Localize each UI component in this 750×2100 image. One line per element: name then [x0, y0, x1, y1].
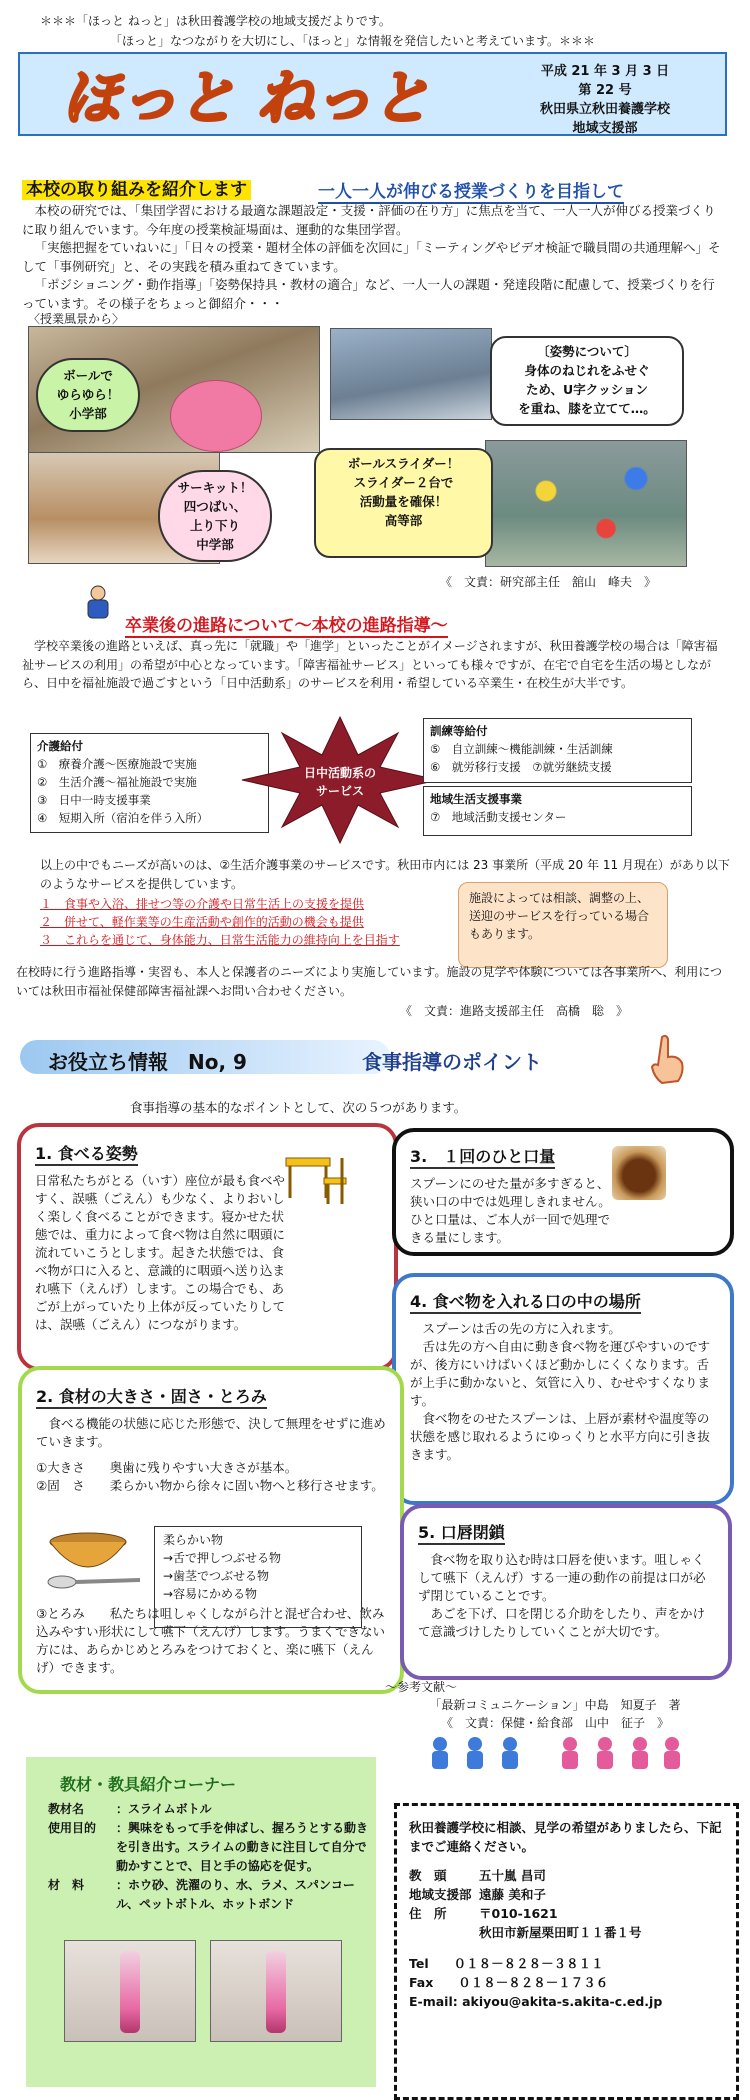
article1-paragraph: 本校の研究では、「集団学習における最適な課題設定・支援・評価の在り方」に焦点を当て、一人一人が伸びる授業づくりに取り組んでいます。今年度の授業検証場面は、運動的な集団学習。: [22, 203, 716, 237]
desk-chair-icon: [280, 1148, 350, 1208]
card-mouth-position: [392, 1273, 734, 1505]
card-body: 日常私たちがとる（いす）座位が最も食べやすく、誤嚥（ごえん）も少なく、よりおいしく楽しく食べることができます。寝かせた状態では、重力によって食べ物は自然に咽頭に流れていこうとします。起きた状態では、食べ物が口に入ると、意識的に咽頭へ送り込まれ嚥下（えんげ）します。この場合でも、あごが上がっていたり上体が反っていたりしては、誤嚥（ごえん）につながります。: [35, 1173, 286, 1332]
service-list-item: １ 食事や入浴、排せつ等の介護や日常生活上の支援を提供: [40, 897, 365, 911]
service-box-training: 訓練等給付 ⑤ 自立訓練～機能訓練・生活訓練 ⑥ 就労移行支援 ⑦就労継続支援: [423, 718, 692, 783]
department-name: 地域支援部: [572, 121, 638, 136]
meal-guidance-title: 食事指導のポイント: [362, 1050, 542, 1074]
references: ～参考文献～ 「最新コミュニケーション」中島 知夏子 著 《 文責：保健・給食部 山中 征子 》: [385, 1680, 681, 1730]
soft-food-steps: 柔らかい物 →舌で押しつぶせる物 →歯茎でつぶせる物 →容易にかめる物: [154, 1526, 362, 1628]
card-bite-size: [392, 1128, 734, 1256]
class-photo-high-school: [485, 440, 687, 567]
materials-row: 教材名 ：スライムボトル: [48, 1802, 212, 1816]
photo-caption: 〈授業風景から〉: [28, 312, 125, 326]
article1-body: [22, 202, 722, 313]
article1-credit: 《 文責：研究部主任 舘山 峰夫 》: [440, 575, 657, 589]
pointing-hand-icon: [648, 1033, 688, 1085]
card-body: 食べる機能の状態に応じた形態で、決して無理をせずに進めていきます。 ①大きさ 奥歯に残りやすい大きさが基本。 ②固 さ 柔らかい物から徐々に固い物へと移行させます。 ③とろみ 私たちは咀しゃくしながら汁と混ぜ合わせ、飲み込みやすい形状にして嚥下（えんげ）します。うまくできない方には、あらかじめとろみをつけておくと、楽に嚥下（えんげ）できます。: [36, 1416, 386, 1675]
card-title: 5. 口唇閉鎖: [418, 1520, 505, 1545]
card-title: 1. 食べる姿勢: [35, 1141, 138, 1166]
contact-tel: Tel ０１８－８２８－３８１１: [409, 1956, 604, 1971]
materials-title: 教材・教具紹介コーナー: [60, 1775, 237, 1794]
issue-info: [500, 62, 710, 138]
school-name: 秋田県立秋田養護学校: [539, 102, 670, 117]
article1-title: 本校の取り組みを紹介します: [22, 175, 251, 200]
card-title: 2. 食材の大きさ・固さ・とろみ: [36, 1384, 267, 1409]
spoon-photo: [612, 1146, 666, 1200]
teacher-icon: [84, 584, 112, 620]
contact-row: 教 頭 五十嵐 昌司: [409, 1868, 546, 1883]
issue-date: 平成 21 年 3 月 3 日: [540, 64, 670, 79]
service-box-care: 介護給付 ① 療養介護～医療施設で実施 ② 生活介護～福祉施設で実施 ③ 日中一時支援事業 ④ 短期入所（宿泊を伴う入所）: [30, 733, 269, 833]
card-body: 食べ物を取り込む時は口唇を使います。咀しゃくして嚥下（えんげ）する一連の動作の前提は口が必ず閉じていることです。 あごを下げ、口を閉じる介助をしたり、声をかけて意識づけしたりしていくことが大切です。: [418, 1552, 706, 1639]
article1-paragraph: 「実態把握をていねいに」「日々の授業・題材全体の評価を次回に」「ミーティングやビデオ検証で職員間の共通理解へ」そして「事例研究」と、その実践を積み重ねてきています。: [22, 240, 721, 274]
card-title: 4. 食べ物を入れる口の中の場所: [410, 1289, 641, 1314]
svg-text:サービス: サービス: [315, 784, 365, 798]
article2-title: 卒業後の進路について～本校の進路指導～: [125, 611, 448, 638]
contact-email[interactable]: E-mail: akiyou@akita-s.akita-c.ed.jp: [409, 1994, 663, 2009]
contact-row: 住 所 〒010-1621: [409, 1906, 558, 1921]
bowl-spoon-icon: [40, 1526, 150, 1592]
contact-fax: Fax ０１８－８２８－１７３６: [409, 1975, 609, 1990]
people-illustration-icon: [420, 1732, 530, 1772]
article1-paragraph: 「ポジショニング・動作指導」「姿勢保持具・教材の適合」など、一人一人の課題・発達段階に配慮して、授業づくりを行っています。その様子をちょっと御紹介・・・: [22, 277, 715, 311]
class-photo-posture: [330, 328, 492, 420]
card-body: スプーンにのせた量が多すぎると、狭い口の中では処理しきれません。ひと口量は、ご本人が一回で処理できる量にします。: [410, 1176, 611, 1245]
people-illustration-icon: [550, 1732, 690, 1772]
card-title: 3. １回のひと口量: [410, 1144, 555, 1169]
article1-subtitle: 一人一人が伸びる授業づくりを目指して: [318, 177, 624, 204]
card-lip-closure: [400, 1504, 732, 1680]
pink-ball: [170, 380, 262, 452]
slime-bottle-photo: [210, 1940, 342, 2042]
materials-details: [48, 1800, 368, 1914]
service-list-item: ３ これらを通じて、身体能力、日常生活能力の維持向上を目指す: [40, 933, 400, 947]
speech-bubble-elementary: ボールで ゆらゆら！ 小学部: [36, 358, 140, 432]
intro-line-2: 「ほっと」なつながりを大切にし、「ほっと」な情報を発信したいと考えています。＊＊＊: [110, 34, 596, 48]
materials-row: 材 料 ：ホウ砂、洗濯のり、水、ラメ、スパンコール、ペットボトル、ホットボンド: [48, 1878, 355, 1911]
speech-bubble-posture: 〔姿勢について〕 身体のねじれをふせぐ ため、U字クッション を重ね、膝を立てて…。: [490, 336, 684, 426]
intro-line-1: ＊＊＊「ほっと ねっと」は秋田養護学校の地域支援だよりです。: [40, 14, 391, 28]
article2-body-2: 以上の中でもニーズが高いのは、②生活介護事業のサービスです。秋田市内には 23 事業所（平成 20 年 11 月現在）があり以下のようなサービスを提供しています。: [40, 858, 730, 891]
newsletter-logo: [42, 56, 482, 132]
useful-info-badge: お役立ち情報 No, 9: [48, 1050, 247, 1074]
transport-note: 施設によっては相談、調整の上、送迎のサービスを行っている場合もあります。: [458, 882, 668, 968]
contact-row: 秋田市新屋栗田町１１番１号: [479, 1925, 642, 1940]
svg-text:日中活動系の: 日中活動系の: [303, 766, 377, 780]
article2-credit: 《 文責：進路支援部主任 高橋 聡 》: [400, 1004, 629, 1018]
card-body: スプーンは舌の先の方に入れます。 舌は先の方へ自由に動き食べ物を運びやすいのですが、後方にいけばいくほど動かしにくくなります。舌が上手に動かないと、気管に入り、むせやすくなります。 食べ物をのせたスプーンは、上唇が素材や温度等の状態を感じ取れるようにゆっくりと水平方向に引き抜きます。: [410, 1321, 711, 1462]
service-list: [40, 895, 460, 949]
speech-bubble-high-school: ボールスライダー！ スライダー２台で 活動量を確保！ 高等部: [314, 448, 493, 558]
meal-intro: 食事指導の基本的なポイントとして、次の５つがあります。: [130, 1100, 467, 1115]
svg-text:ほっと ねっと: ほっと ねっと: [62, 64, 431, 132]
contact-intro: 秋田養護学校に相談、見学の希望がありましたら、下記までご連絡ください。: [409, 1820, 722, 1854]
daytime-service-star: [240, 715, 440, 845]
service-box-community: 地域生活支援事業 ⑦ 地域活動支援センター: [423, 786, 692, 836]
contact-box: [394, 1803, 739, 2100]
slime-bottle-photo: [64, 1940, 196, 2042]
materials-row: 使用目的 ：興味をもって手を伸ばし、握ろうとする動きを引き出す。スライムの動きに注目して自分で動かすことで、目と手の協応を促す。: [48, 1821, 369, 1873]
issue-number: 第 22 号: [578, 83, 632, 98]
speech-bubble-junior: サーキット！ 四つばい、 上り下り 中学部: [158, 470, 272, 562]
article2-body-3: 在校時に行う進路指導・実習も、本人と保護者のニーズにより実施しています。施設の見学や体験については各事業所へ、利用については秋田市福祉保健部障害福祉課へお問い合わせください。: [16, 965, 722, 998]
contact-row: 地域支援部 遠藤 美和子: [409, 1887, 546, 1902]
article2-body: 学校卒業後の進路といえば、真っ先に「就職」や「進学」といったことがイメージされますが、秋田養護学校の場合は「障害福祉サービスの利用」の希望が中心となっています。「障害福祉サービス」といっても様々ですが、在宅で自宅を生活の場としながら、日中を福祉施設で過ごすという「日中活動系」のサービスを利用・希望している卒業生・在校生が大半です。: [22, 639, 718, 690]
service-list-item: ２ 併せて、軽作業等の生産活動や創作的活動の機会も提供: [40, 915, 364, 929]
